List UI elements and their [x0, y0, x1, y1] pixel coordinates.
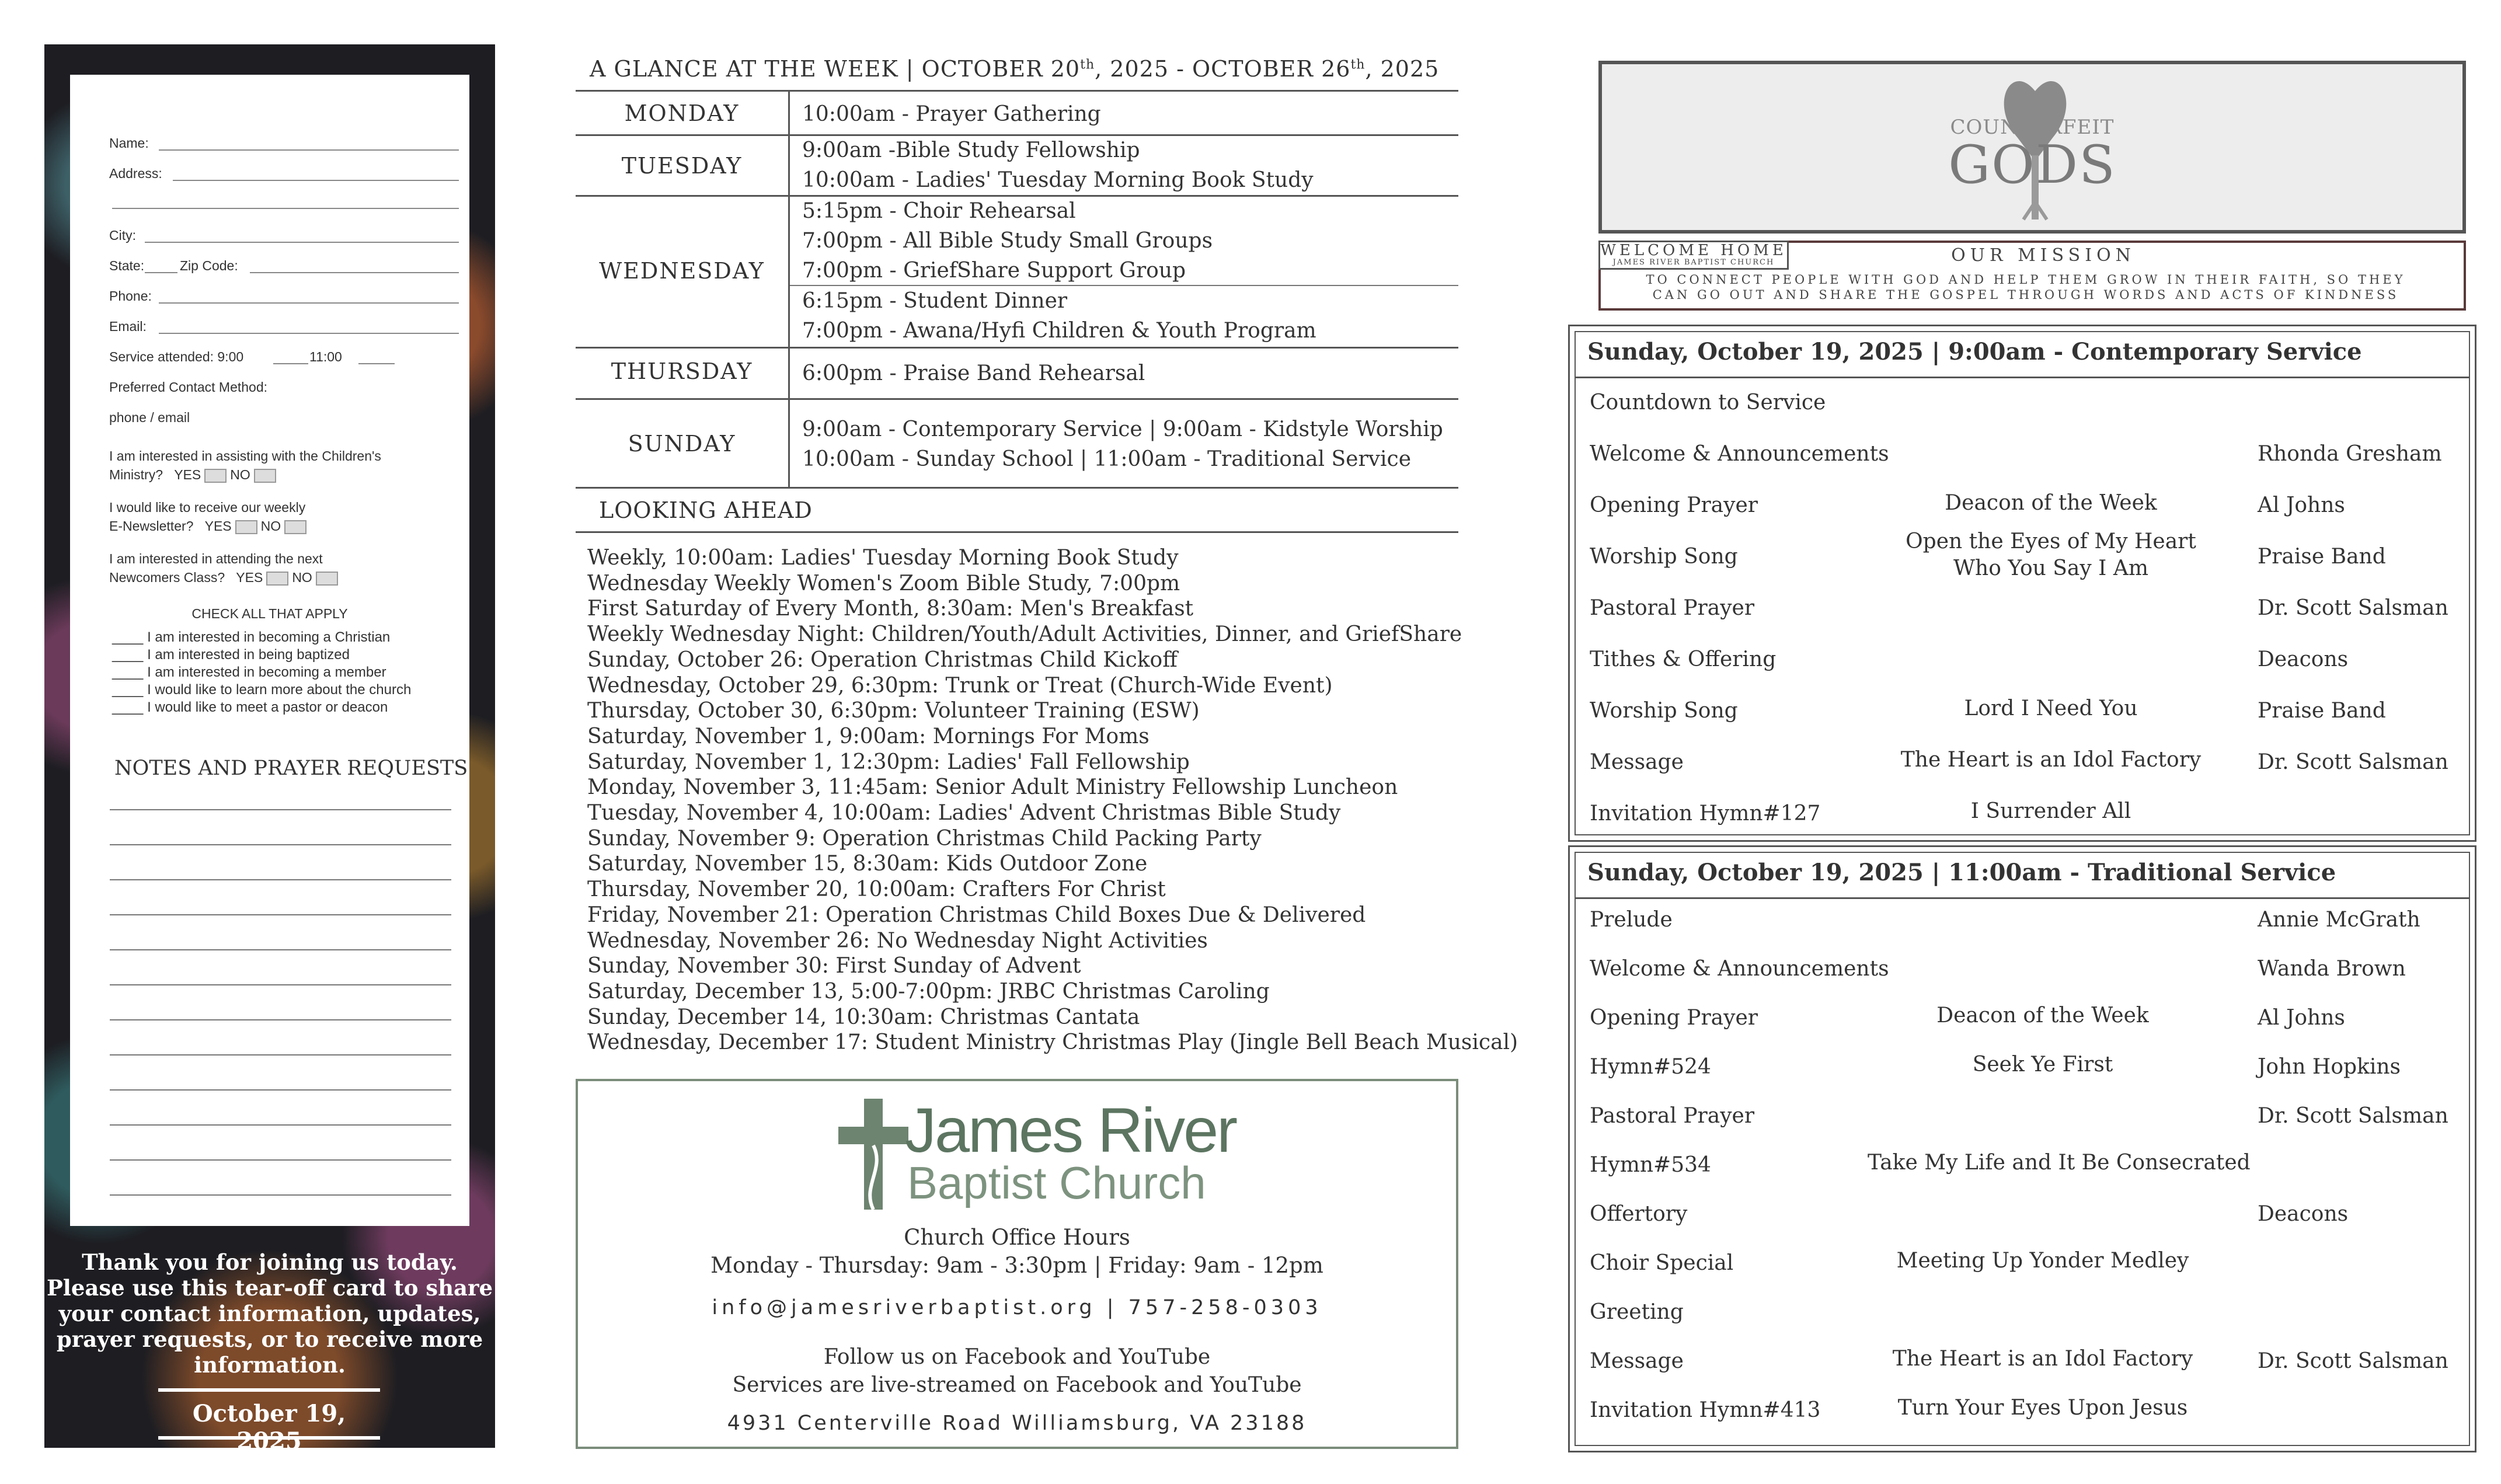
check-item[interactable]: ____ I am interested in being baptized — [112, 647, 350, 663]
monday-events: 10:00am - Prayer Gathering — [802, 102, 1101, 126]
order-item: Opening Prayer — [1590, 1006, 1758, 1030]
list-item: Wednesday, October 29, 6:30pm: Trunk or Treat (Church-Wide Event) — [587, 673, 1333, 698]
date-frame — [158, 1388, 380, 1455]
order-item: Worship Song — [1590, 545, 1738, 569]
divider — [576, 398, 1458, 400]
week-glance-title: A GLANCE AT THE WEEK | OCTOBER 20th, 2025 - OCTOBER 26th, 2025 — [590, 56, 1440, 82]
list-item: Sunday, October 26: Operation Christmas Child Kickoff — [587, 647, 1178, 672]
sunday-events: 9:00am - Contemporary Service | 9:00am - Kidstyle Worship 10:00am - Sunday School | 11:00am - Traditional Service — [802, 417, 1443, 471]
contemporary-service-box — [1568, 325, 2476, 842]
order-item: Opening Prayer — [1590, 493, 1758, 517]
name-field[interactable] — [159, 149, 459, 151]
list-item: Saturday, November 15, 8:30am: Kids Outdoor Zone — [587, 852, 1148, 876]
column-divider — [788, 90, 790, 487]
newcomers-no-checkbox[interactable] — [316, 572, 338, 586]
order-item: Pastoral Prayer — [1590, 1104, 1755, 1128]
note-line[interactable] — [110, 879, 451, 880]
children-answer-row — [109, 467, 280, 483]
church-address: 4931 Centerville Road Williamsburg, VA 23188 — [727, 1412, 1307, 1435]
heading-rule — [1575, 897, 2470, 899]
office-hours: Monday - Thursday: 9am - 3:30pm | Friday: 9am - 12pm — [710, 1253, 1323, 1278]
service-attended-label: Service attended: 9:00 — [109, 349, 244, 364]
note-line[interactable] — [110, 914, 451, 915]
newcomers-answer-row — [109, 570, 342, 586]
newsletter-question-2: E-Newsletter? — [109, 518, 194, 534]
newcomers-yes-checkbox[interactable] — [266, 572, 288, 586]
thursday-events: 6:00pm - Praise Band Rehearsal — [802, 361, 1145, 385]
divider — [576, 487, 1458, 489]
yes-label: YES — [204, 518, 232, 534]
series-title-line1: COUNTERFEIT — [1950, 116, 2115, 139]
list-item: First Saturday of Every Month, 8:30am: Men's Breakfast — [587, 597, 1194, 621]
note-line[interactable] — [110, 984, 451, 985]
divider — [576, 90, 1458, 92]
preferred-contact-label: Preferred Contact Method: — [109, 379, 268, 395]
order-detail: The Heart is an Idol Factory — [1892, 1347, 2193, 1371]
order-item: Worship Song — [1590, 699, 1738, 723]
tear-off-card — [44, 44, 495, 1455]
sermon-series-banner — [1598, 61, 2466, 234]
address-field[interactable] — [173, 180, 459, 181]
logo-name: James River — [905, 1095, 1236, 1165]
list-item: Wednesday, November 26: No Wednesday Night Activities — [587, 928, 1208, 953]
service-date: October 19, 2025 — [192, 1400, 346, 1455]
list-item: Weekly, 10:00am: Ladies' Tuesday Morning Book Study — [587, 546, 1179, 570]
list-item: Sunday, November 30: First Sunday of Advent — [587, 954, 1081, 978]
looking-ahead-title: LOOKING AHEAD — [599, 497, 813, 523]
order-person: Deacons — [2258, 1202, 2349, 1226]
church-logo — [838, 1095, 1236, 1210]
check-item[interactable]: ____ I would like to meet a pastor or deacon — [112, 699, 388, 715]
children-question-2: Ministry? — [109, 467, 163, 482]
contemporary-heading: Sunday, October 19, 2025 | 9:00am - Contemporary Service — [1587, 338, 2362, 365]
newsletter-yes-checkbox[interactable] — [235, 520, 257, 534]
list-item: Saturday, November 1, 9:00am: Mornings For Moms — [587, 724, 1150, 748]
order-person: Dr. Scott Salsman — [2258, 596, 2448, 620]
order-person: Deacons — [2258, 647, 2349, 671]
service-1100-field[interactable] — [358, 363, 395, 364]
list-item: Sunday, November 9: Operation Christmas Child Packing Party — [587, 826, 1262, 851]
state-field[interactable] — [145, 272, 177, 273]
city-label: City: — [109, 228, 136, 243]
email-label: Email: — [109, 319, 147, 334]
phone-label: Phone: — [109, 288, 152, 304]
mission-statement: TO CONNECT PEOPLE WITH GOD AND HELP THEM GROW IN THEIR FAITH, SO THEY CAN GO OUT AND SHARE THE GOSPEL THROUGH WORDS AND ACTS OF KINDNESS — [1646, 273, 2406, 302]
note-line[interactable] — [110, 1124, 451, 1126]
list-item: Wednesday Weekly Women's Zoom Bible Study, 7:00pm — [587, 571, 1180, 595]
order-person: Praise Band — [2258, 545, 2386, 569]
mission-title: OUR MISSION — [1951, 245, 2136, 266]
no-label: NO — [230, 467, 250, 482]
heading-rule — [1575, 377, 2470, 378]
livestream-line: Services are live-streamed on Facebook and YouTube — [732, 1373, 1302, 1397]
note-line[interactable] — [110, 1089, 451, 1091]
list-item: Weekly Wednesday Night: Children/Youth/Adult Activities, Dinner, and GriefShare — [587, 622, 1462, 647]
follow-line: Follow us on Facebook and YouTube — [823, 1345, 1211, 1369]
phone-field[interactable] — [159, 302, 459, 304]
order-item: Welcome & Announcements — [1590, 442, 1889, 466]
order-person: John Hopkins — [2258, 1055, 2401, 1079]
phone-email-option[interactable]: phone / email — [109, 410, 190, 425]
wednesday-events-2: 6:15pm - Student Dinner 7:00pm - Awana/Hyfi Children & Youth Program — [802, 289, 1316, 343]
order-person: Annie McGrath — [2258, 908, 2420, 932]
order-item: Message — [1590, 1349, 1684, 1373]
list-item: Saturday, November 1, 12:30pm: Ladies' Fall Fellowship — [587, 750, 1190, 774]
order-detail: Lord I Need You — [1964, 696, 2138, 720]
note-line[interactable] — [110, 1194, 451, 1196]
order-item: Offertory — [1590, 1202, 1688, 1226]
welcome-subtitle: JAMES RIVER BAPTIST CHURCH — [1612, 258, 1775, 267]
newcomers-question-2: Newcomers Class? — [109, 570, 225, 585]
list-item: Wednesday, December 17: Student Ministry Christmas Play (Jingle Bell Beach Musical) — [587, 1030, 1518, 1055]
traditional-heading: Sunday, October 19, 2025 | 11:00am - Traditional Service — [1587, 859, 2336, 886]
note-line[interactable] — [110, 844, 451, 845]
zip-field[interactable] — [250, 272, 459, 273]
order-person: Praise Band — [2258, 699, 2386, 723]
list-item: Saturday, December 13, 5:00-7:00pm: JRBC Christmas Caroling — [587, 979, 1270, 1004]
order-detail: Open the Eyes of My Heart Who You Say I Am — [1906, 529, 2196, 580]
tuesday-events: 9:00am -Bible Study Fellowship 10:00am - Ladies' Tuesday Morning Book Study — [802, 138, 1314, 192]
service-900-field[interactable] — [273, 363, 308, 364]
order-detail: Meeting Up Yonder Medley — [1896, 1249, 2189, 1273]
order-person: Al Johns — [2258, 1006, 2345, 1030]
order-item: Hymn#524 — [1590, 1055, 1711, 1079]
children-no-checkbox[interactable] — [254, 469, 276, 483]
order-detail: Deacon of the Week — [1945, 491, 2157, 515]
order-detail: The Heart is an Idol Factory — [1900, 748, 2202, 772]
list-item: Tuesday, November 4, 10:00am: Ladies' Advent Christmas Bible Study — [587, 801, 1341, 825]
order-item: Welcome & Announcements — [1590, 957, 1889, 981]
newsletter-answer-row — [109, 518, 310, 534]
no-label: NO — [292, 570, 312, 585]
order-item: Invitation Hymn#413 — [1590, 1398, 1821, 1422]
order-item: Choir Special — [1590, 1251, 1734, 1275]
day-wednesday: WEDNESDAY — [599, 258, 765, 284]
divider — [576, 531, 1458, 533]
order-item: Countdown to Service — [1590, 391, 1826, 414]
divider — [576, 347, 1458, 349]
day-tuesday: TUESDAY — [621, 153, 743, 179]
check-all-heading: CHECK ALL THAT APPLY — [191, 606, 348, 621]
service-1100-label: 11:00 — [309, 349, 342, 364]
order-person: Dr. Scott Salsman — [2258, 750, 2448, 774]
zip-label: Zip Code: — [180, 258, 238, 273]
order-person: Wanda Brown — [2258, 957, 2406, 981]
no-label: NO — [260, 518, 281, 534]
order-person: Al Johns — [2258, 493, 2345, 517]
list-item: Monday, November 3, 11:45am: Senior Adult Ministry Fellowship Luncheon — [587, 775, 1398, 800]
list-item: Friday, November 21: Operation Christmas Child Boxes Due & Delivered — [587, 903, 1366, 927]
note-line[interactable] — [110, 1159, 451, 1161]
name-label: Name: — [109, 135, 149, 151]
address-field-2[interactable] — [112, 208, 459, 209]
yes-label: YES — [236, 570, 263, 585]
note-line[interactable] — [110, 809, 451, 810]
order-item: Tithes & Offering — [1590, 647, 1777, 671]
check-item[interactable]: ____ I am interested in becoming a Christian — [112, 629, 391, 645]
order-person: Rhonda Gresham — [2258, 442, 2442, 466]
office-hours-title: Church Office Hours — [904, 1225, 1130, 1250]
welcome-tag — [1598, 241, 1789, 270]
note-line[interactable] — [110, 1054, 451, 1055]
state-label: State: — [109, 258, 145, 273]
list-item: Sunday, December 14, 10:30am: Christmas Cantata — [587, 1005, 1140, 1029]
order-item: Hymn#534 — [1590, 1153, 1711, 1177]
list-item: Thursday, November 20, 10:00am: Crafters For Christ — [587, 877, 1166, 902]
city-field[interactable] — [145, 242, 459, 243]
welcome-title: WELCOME HOME — [1600, 242, 1787, 259]
order-item: Pastoral Prayer — [1590, 596, 1755, 620]
children-yes-checkbox[interactable] — [204, 469, 227, 483]
logo-subname: Baptist Church — [907, 1157, 1206, 1208]
check-item[interactable]: ____ I am interested in becoming a member — [112, 664, 386, 680]
day-thursday: THURSDAY — [611, 358, 753, 384]
series-title-line2: GODS — [1948, 134, 2116, 196]
order-detail: Take My Life and It Be Consecrated — [1868, 1151, 2251, 1175]
list-item: Thursday, October 30, 6:30pm: Volunteer Training (ESW) — [587, 699, 1200, 723]
order-person: Dr. Scott Salsman — [2258, 1104, 2448, 1128]
day-sunday: SUNDAY — [628, 431, 736, 457]
newsletter-question: I would like to receive our weekly — [109, 500, 306, 515]
address-label: Address: — [109, 166, 162, 181]
traditional-service-box — [1568, 845, 2476, 1452]
newsletter-no-checkbox[interactable] — [284, 520, 306, 534]
order-detail: Deacon of the Week — [1936, 1004, 2149, 1027]
contact-form — [70, 75, 469, 1226]
order-item: Prelude — [1590, 908, 1673, 932]
cross-icon — [838, 1099, 908, 1210]
notes-heading: NOTES AND PRAYER REQUESTS — [114, 757, 468, 780]
day-monday: MONDAY — [624, 100, 740, 126]
order-detail: Turn Your Eyes Upon Jesus — [1897, 1396, 2188, 1420]
order-detail: Seek Ye First — [1972, 1053, 2113, 1077]
email-field[interactable] — [159, 333, 459, 334]
children-question: I am interested in assisting with the Children's — [109, 448, 381, 464]
check-item[interactable]: ____ I would like to learn more about the church — [112, 682, 412, 698]
note-line[interactable] — [110, 949, 451, 950]
wednesday-events: 5:15pm - Choir Rehearsal 7:00pm - All Bible Study Small Groups 7:00pm - GriefShare Support Group — [802, 199, 1213, 283]
yes-label: YES — [174, 467, 201, 482]
note-line[interactable] — [110, 1019, 451, 1020]
thanks-message: Thank you for joining us today. Please use this tear-off card to share your contact information, updates, prayer requests, or to receive more information. — [46, 1249, 493, 1378]
newcomers-question: I am interested in attending the next — [109, 551, 323, 566]
looking-ahead-list — [587, 545, 1518, 1055]
church-office-box — [576, 1079, 1458, 1449]
order-item: Invitation Hymn#127 — [1590, 802, 1821, 825]
order-person: Dr. Scott Salsman — [2258, 1349, 2448, 1373]
contact-info[interactable]: info@jamesriverbaptist.org | 757-258-0303 — [712, 1296, 1322, 1319]
order-item: Greeting — [1590, 1300, 1684, 1324]
order-item: Message — [1590, 750, 1684, 774]
order-detail: I Surrender All — [1970, 799, 2131, 823]
